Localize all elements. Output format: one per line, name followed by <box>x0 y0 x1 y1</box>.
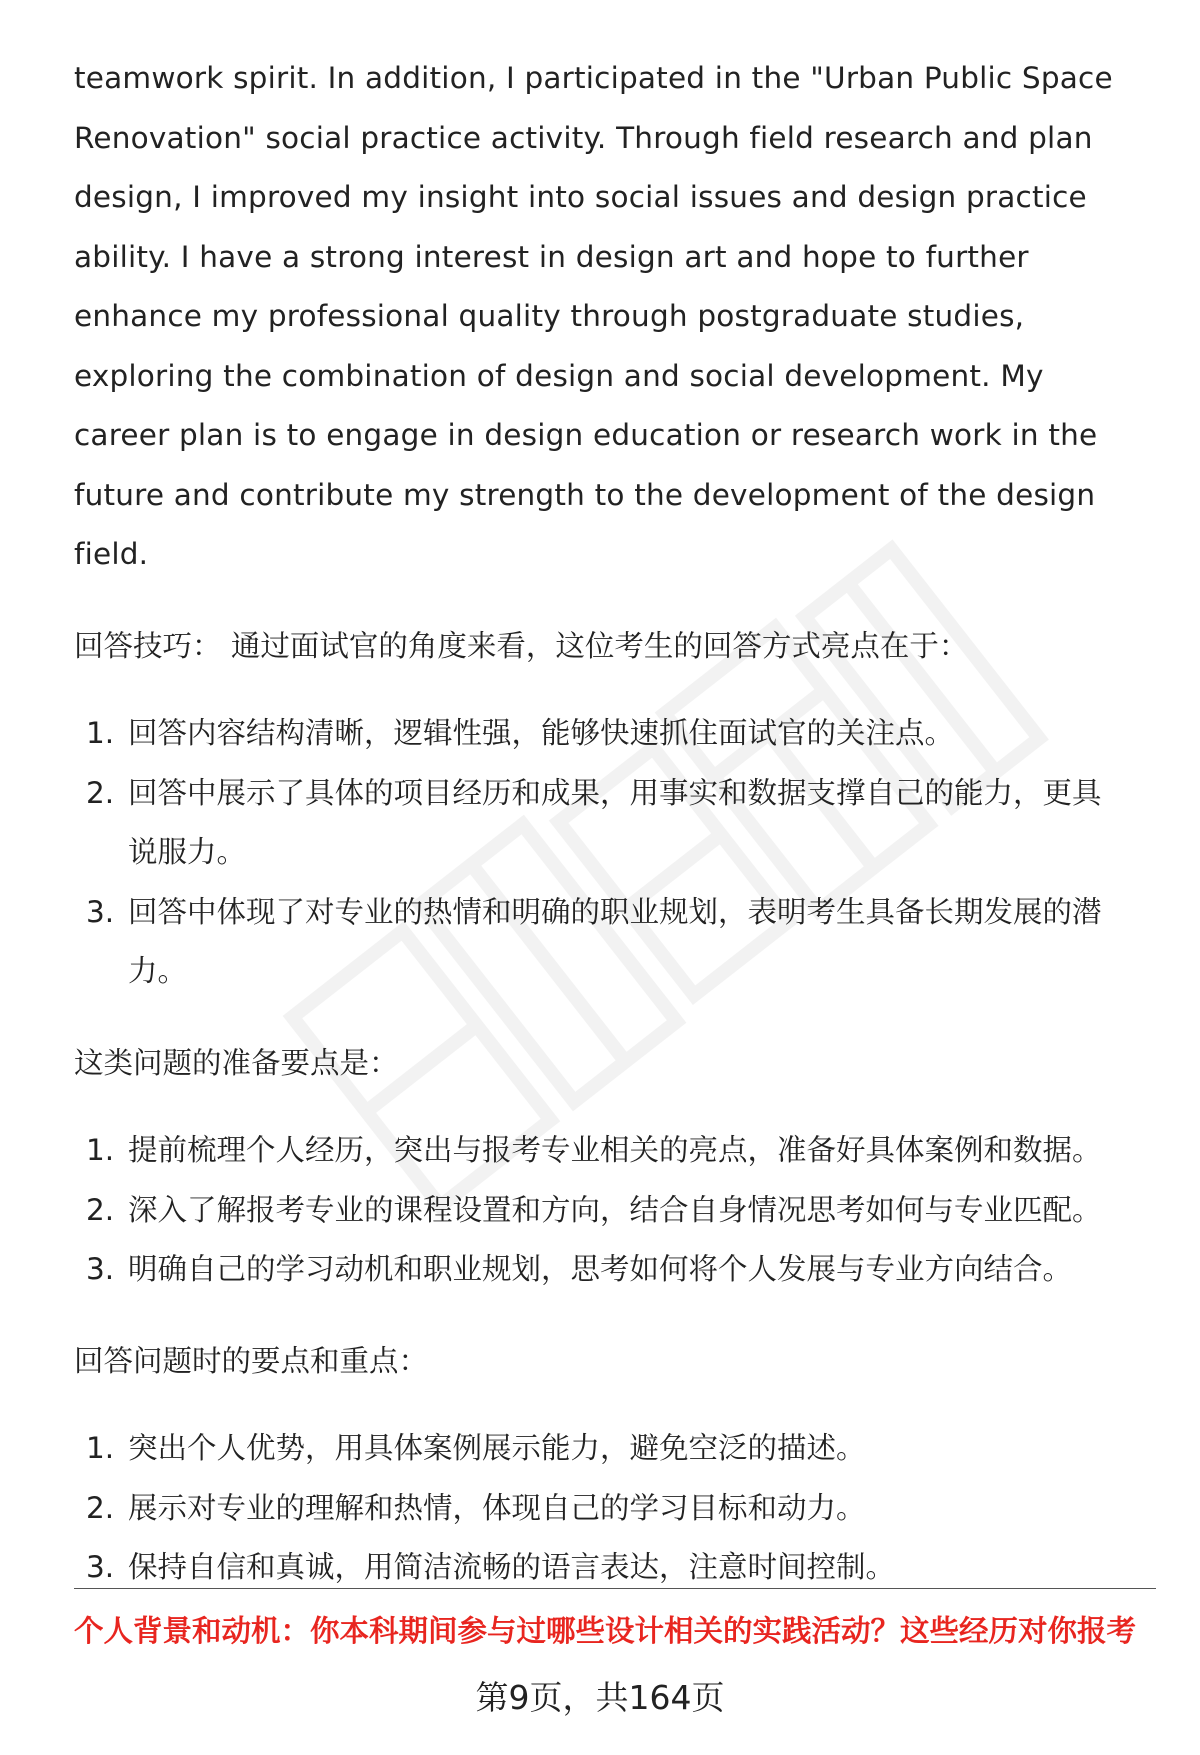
list-item-number: 1. <box>86 1133 115 1167</box>
list-item-number: 1. <box>86 1431 115 1465</box>
list-item <box>74 1479 1126 1539</box>
list-item-number: 2. <box>86 1192 115 1227</box>
list-item <box>74 1240 1126 1300</box>
preparation-heading: 这类问题的准备要点是： <box>74 1045 399 1080</box>
answer-points-list <box>74 1419 1126 1598</box>
list-item <box>74 1419 1126 1479</box>
list-item <box>74 883 1126 1002</box>
next-question-heading: 个人背景和动机：你本科期间参与过哪些设计相关的实践活动？这些经历对你报考 <box>74 1614 1137 1648</box>
preparation-list <box>74 1121 1126 1300</box>
list-item-text: 回答中展示了具体的项目经历和成果，用事实和数据支撑自己的能力，更具说服力。 <box>128 775 1102 869</box>
list-item-text: 回答内容结构清晰，逻辑性强，能够快速抓住面试官的关注点。 <box>128 716 955 750</box>
list-item-text: 提前梳理个人经历，突出与报考专业相关的亮点，准备好具体案例和数据。 <box>128 1133 1102 1167</box>
list-item-text: 展示对专业的理解和热情，体现自己的学习目标和动力。 <box>128 1490 866 1525</box>
tips-heading: 回答技巧： 通过面试官的角度来看，这位考生的回答方式亮点在于： <box>74 628 969 663</box>
list-item-text: 保持自信和真诚，用简洁流畅的语言表达，注意时间控制。 <box>128 1550 896 1584</box>
page-number: 第9页，共164页 <box>475 1678 725 1717</box>
list-item-text: 回答中体现了对专业的热情和明确的职业规划，表明考生具备长期发展的潜力。 <box>128 894 1102 988</box>
tips-list <box>74 704 1126 1002</box>
list-item-number: 2. <box>86 1490 115 1525</box>
list-item <box>74 764 1126 883</box>
list-item-number: 3. <box>86 894 115 929</box>
list-item-number: 3. <box>86 1252 115 1286</box>
answer-points-heading: 回答问题时的要点和重点： <box>74 1343 429 1378</box>
intro-paragraph: teamwork spirit. In addition, I participated in the "Urban Public Space Renovation" social practice activity. Through field research and plan design, I improved my insight into social issues and design practice ability. I have a strong interest in design art and hope to further enhance my professional quality through postgraduate studies, exploring the combination of design and social development. My career plan is to engage in design education or research work in the future and contribute my strength to the development of the design field. <box>74 61 1113 571</box>
list-item-text: 明确自己的学习动机和职业规划，思考如何将个人发展与专业方向结合。 <box>128 1252 1073 1286</box>
list-item <box>74 1181 1126 1241</box>
list-item <box>74 1121 1126 1181</box>
list-item-number: 3. <box>86 1550 115 1584</box>
list-item <box>74 1538 1126 1598</box>
list-item <box>74 704 1126 764</box>
list-item-text: 突出个人优势，用具体案例展示能力，避免空泛的描述。 <box>128 1431 866 1465</box>
list-item-text: 深入了解报考专业的课程设置和方向，结合自身情况思考如何与专业匹配。 <box>128 1192 1102 1227</box>
list-item-number: 1. <box>86 716 115 750</box>
list-item-number: 2. <box>86 775 115 810</box>
